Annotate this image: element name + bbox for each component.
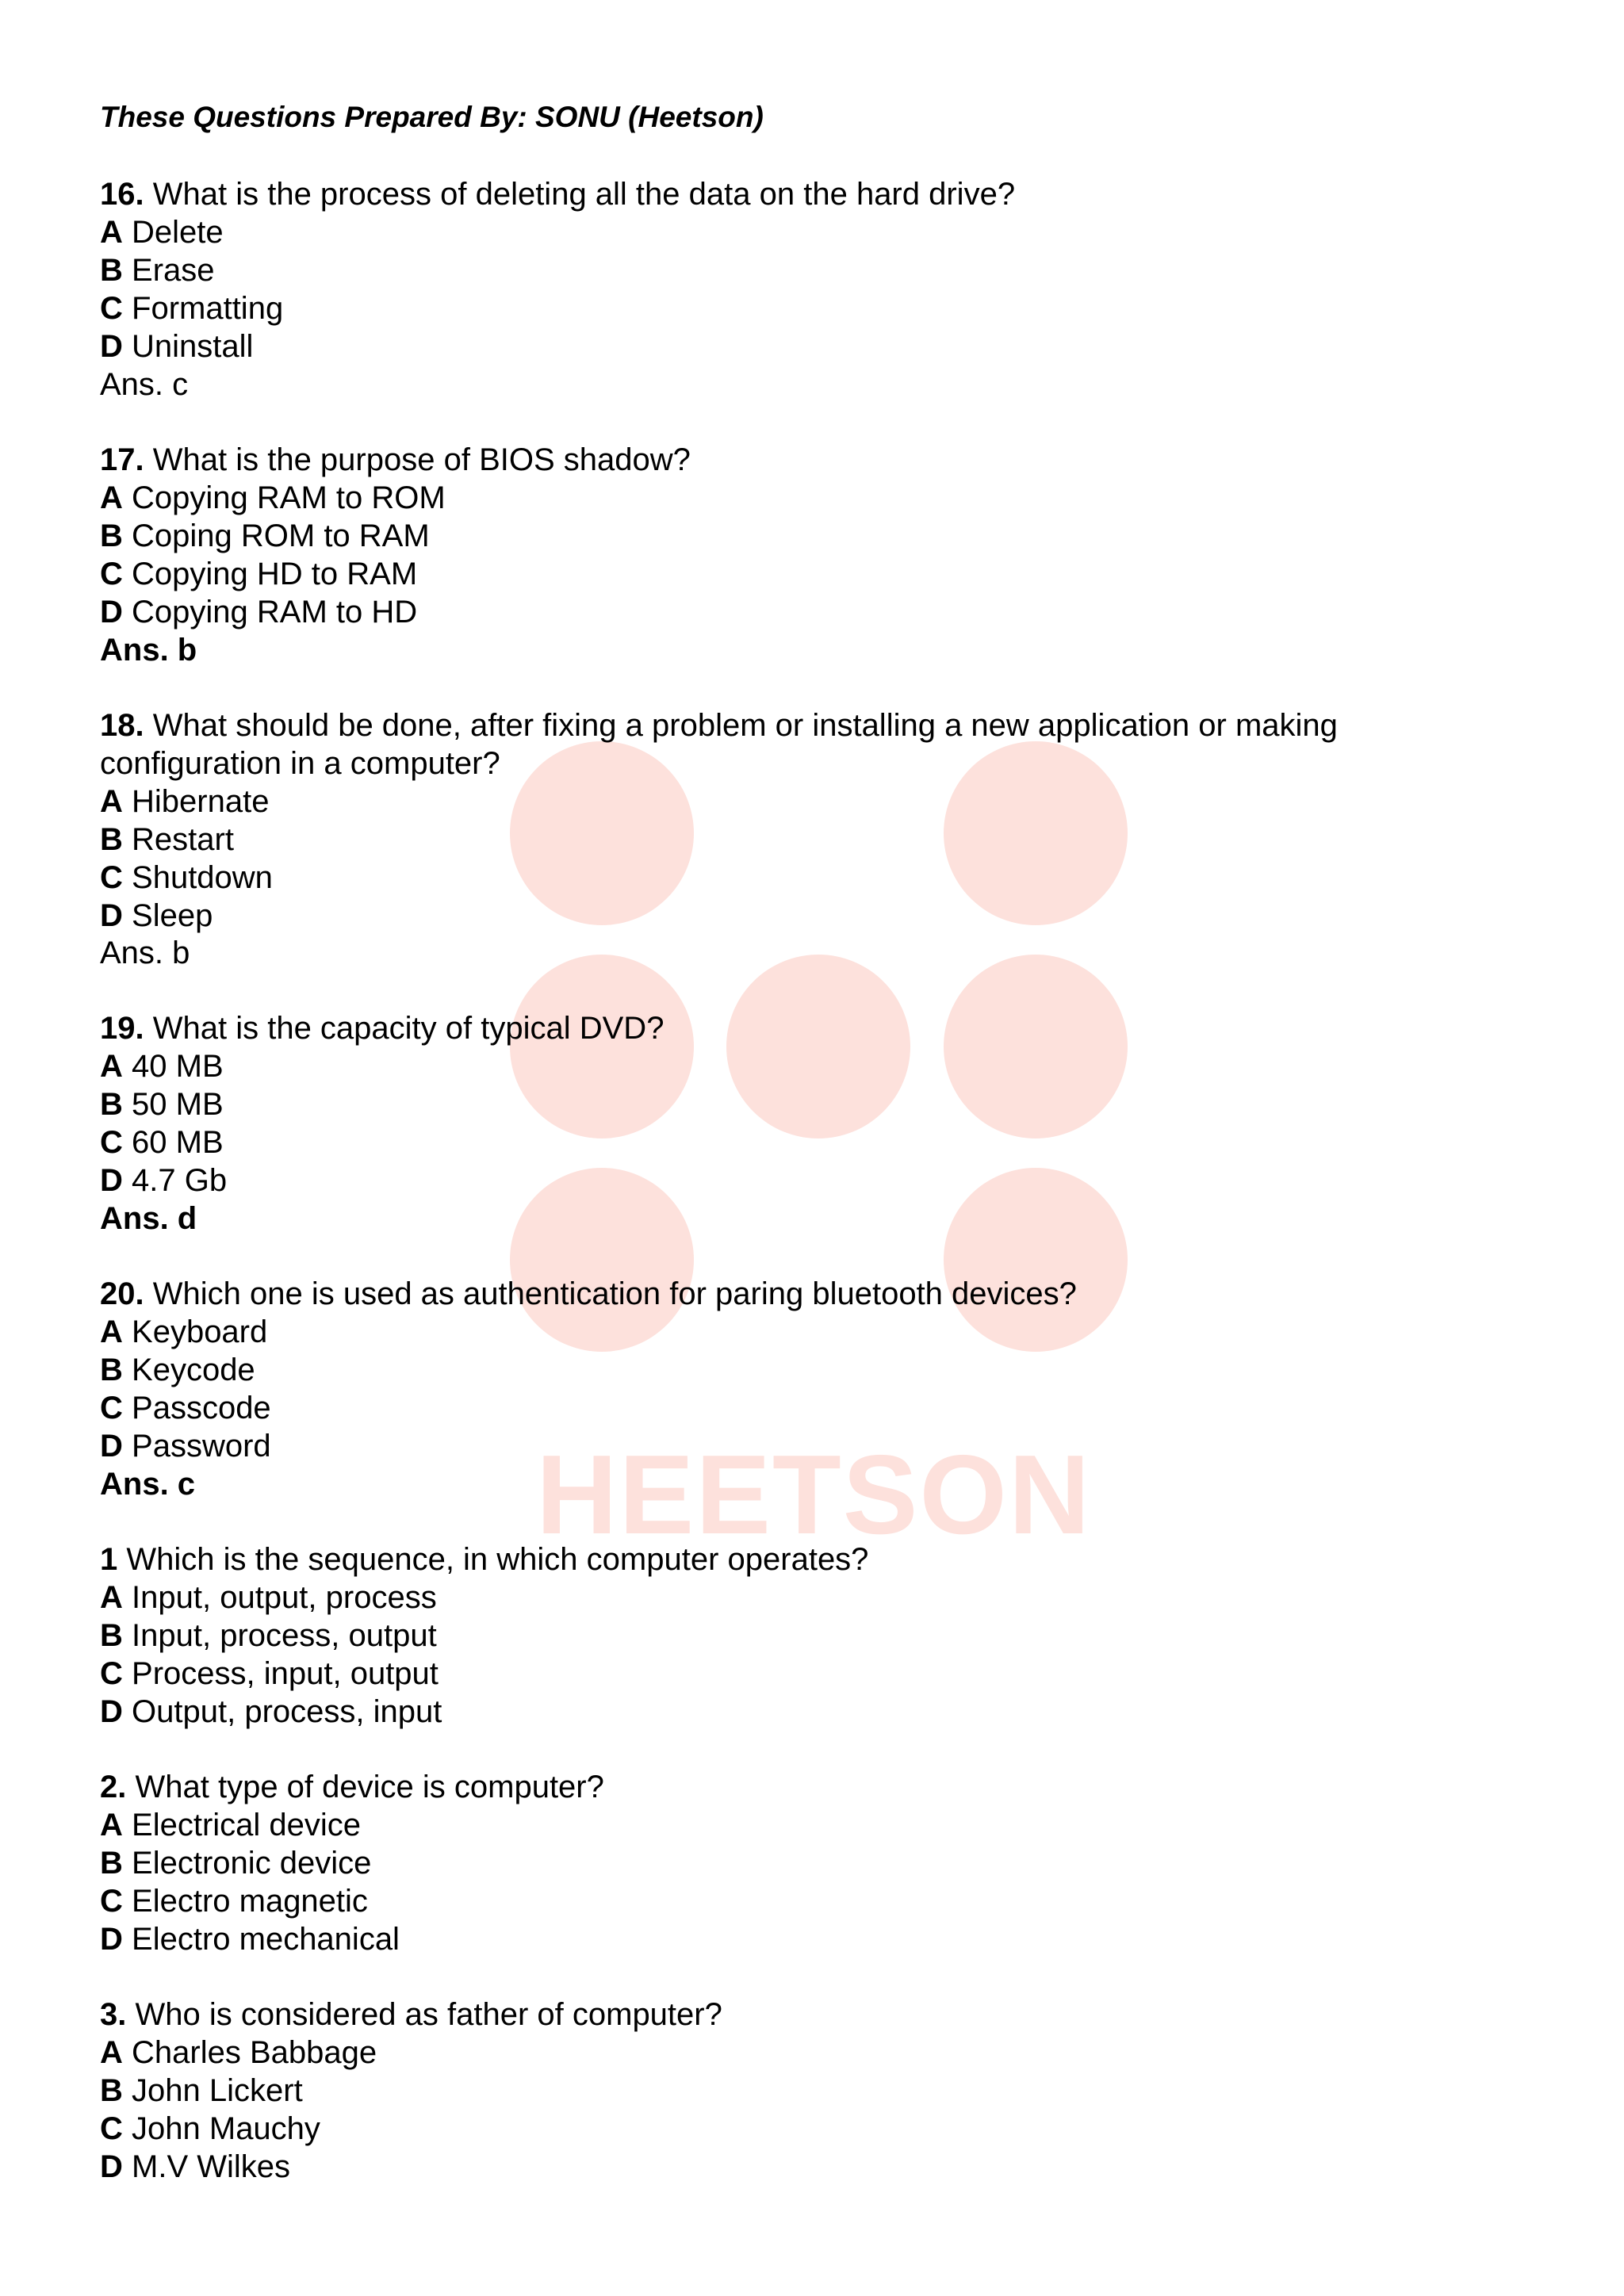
question-number: 1 — [100, 1542, 118, 1577]
question-text: 18. What should be done, after fixing a problem or installing a new application or making — [100, 708, 1338, 743]
option-d: D Output, process, input — [100, 1693, 442, 1729]
question-text: 3. Who is considered as father of computer? — [100, 1997, 722, 2032]
option-a: A Keyboard — [100, 1314, 268, 1349]
option-b: B Coping ROM to RAM — [100, 518, 430, 553]
question-number: 18. — [100, 708, 144, 743]
option-b: B Erase — [100, 252, 215, 288]
option-c: C Passcode — [100, 1390, 271, 1425]
option-c: C 60 MB — [100, 1124, 224, 1160]
option-a: A Electrical device — [100, 1807, 362, 1843]
question-text-continued: configuration in a computer? — [100, 745, 500, 781]
question-block — [100, 1010, 1527, 1238]
answer: Ans. b — [100, 632, 197, 668]
option-c: C Formatting — [100, 290, 284, 326]
option-d: D 4.7 Gb — [100, 1162, 228, 1198]
option-d: D Uninstall — [100, 328, 254, 364]
option-d: D Copying RAM to HD — [100, 594, 418, 629]
answer: Ans. c — [100, 1466, 196, 1502]
question-block — [100, 1996, 1527, 2187]
option-b: B Keycode — [100, 1352, 255, 1387]
option-c: C John Mauchy — [100, 2110, 320, 2146]
option-a: A Delete — [100, 214, 224, 250]
watermark-text: HEETSON — [536, 1432, 1092, 1558]
option-b: B John Lickert — [100, 2072, 303, 2108]
question-block — [100, 1769, 1527, 1959]
option-a: A Charles Babbage — [100, 2034, 377, 2070]
question-block — [100, 1276, 1527, 1503]
option-d: D M.V Wilkes — [100, 2149, 291, 2184]
option-a: A Copying RAM to ROM — [100, 480, 446, 515]
answer: Ans. d — [100, 1200, 197, 1236]
question-block — [100, 707, 1527, 973]
question-text: 2. What type of device is computer? — [100, 1770, 604, 1804]
question-number: 3. — [100, 1997, 127, 2032]
option-a: A Hibernate — [100, 783, 270, 819]
option-c: C Shutdown — [100, 859, 273, 895]
option-b: B Electronic device — [100, 1845, 372, 1881]
option-b: B 50 MB — [100, 1086, 224, 1122]
option-a: A Input, output, process — [100, 1579, 437, 1615]
question-number: 17. — [100, 442, 144, 477]
question-text: 17. What is the purpose of BIOS shadow? — [100, 442, 691, 477]
question-block — [100, 1541, 1527, 1732]
page-header: These Questions Prepared By: SONU (Heetson) — [100, 101, 764, 133]
option-d: D Sleep — [100, 897, 213, 933]
answer: Ans. c — [100, 366, 189, 402]
question-text: 16. What is the process of deleting all the data on the hard drive? — [100, 177, 1016, 212]
question-number: 16. — [100, 177, 144, 212]
option-c: C Copying HD to RAM — [100, 556, 418, 591]
question-text: 19. What is the capacity of typical DVD? — [100, 1011, 665, 1046]
option-c: C Electro magnetic — [100, 1883, 368, 1919]
option-b: B Restart — [100, 821, 234, 857]
option-c: C Process, input, output — [100, 1655, 439, 1691]
question-number: 20. — [100, 1276, 144, 1311]
question-block — [100, 176, 1527, 404]
question-number: 19. — [100, 1011, 144, 1046]
option-a: A 40 MB — [100, 1048, 224, 1084]
option-d: D Electro mechanical — [100, 1921, 400, 1957]
option-b: B Input, process, output — [100, 1617, 437, 1653]
question-number: 2. — [100, 1770, 127, 1804]
answer: Ans. b — [100, 936, 190, 971]
question-text: 1 Which is the sequence, in which computer operates? — [100, 1542, 869, 1577]
question-block — [100, 442, 1527, 669]
question-text: 20. Which one is used as authentication for paring bluetooth devices? — [100, 1276, 1077, 1311]
option-d: D Password — [100, 1428, 271, 1464]
